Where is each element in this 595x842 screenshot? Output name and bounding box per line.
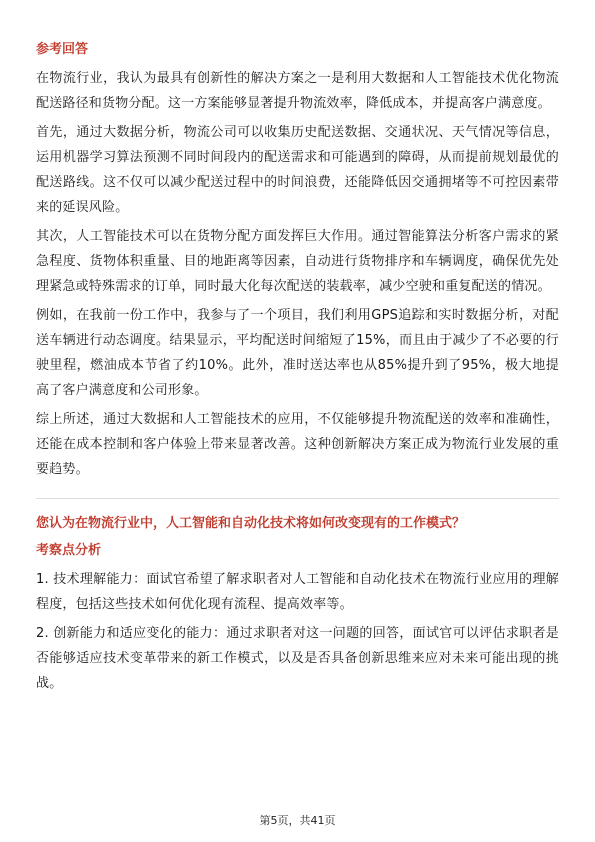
- answer-paragraph: 综上所述，通过大数据和人工智能技术的应用，不仅能够提升物流配送的效率和准确性，还能在成本控制和客户体验上带来显著改善。这种创新解决方案正成为物流行业发展的重要趋势。: [36, 412, 559, 477]
- section-divider: [36, 498, 559, 499]
- answer-paragraph: 例如，在我前一份工作中，我参与了一个项目，我们利用GPS追踪和实时数据分析，对配送车辆进行动态调度。结果显示，平均配送时间缩短了15%，而且由于减少了不必要的行驶里程，燃油成本节省了约10%。此外，准时送达率也从85%提升到了95%，极大地提高了客户满意度和公司形象。: [36, 308, 559, 398]
- answer-heading: 参考回答: [36, 42, 89, 57]
- answer-paragraph: 首先，通过大数据分析，物流公司可以收集历史配送数据、交通状况、天气情况等信息，运用机器学习算法预测不同时间段内的配送需求和可能遇到的障碍，从而提前规划最优的配送路线。这不仅可以减少配送过程中的时间浪费，还能降低因交通拥堵等不可控因素带来的延误风险。: [36, 125, 559, 215]
- answer-paragraph: 在物流行业，我认为最具有创新性的解决方案之一是利用大数据和人工智能技术优化物流配送路径和货物分配。这一方案能够显著提升物流效率，降低成本，并提高客户满意度。: [36, 71, 559, 111]
- page-content: [36, 40, 559, 700]
- analysis-heading: 考察点分析: [36, 543, 102, 558]
- analysis-point: 1. 技术理解能力：面试官希望了解求职者对人工智能和自动化技术在物流行业应用的理解程度，包括这些技术如何优化现有流程、提高效率等。: [36, 572, 559, 612]
- page-number: 第5页，共41页: [259, 814, 336, 827]
- answer-paragraph: 其次，人工智能技术可以在货物分配方面发挥巨大作用。通过智能算法分析客户需求的紧急程度、货物体积重量、目的地距离等因素，自动进行货物排序和车辆调度，确保优先处理紧急或特殊需求的订单，同时最大化每次配送的装载率，减少空驶和重复配送的情况。: [36, 229, 559, 294]
- question-title: 您认为在物流行业中，人工智能和自动化技术将如何改变现有的工作模式？: [36, 516, 466, 531]
- analysis-point: 2. 创新能力和适应变化的能力：通过求职者对这一问题的回答，面试官可以评估求职者是否能够适应技术变革带来的新工作模式，以及是否具备创新思维来应对未来可能出现的挑战。: [36, 626, 559, 691]
